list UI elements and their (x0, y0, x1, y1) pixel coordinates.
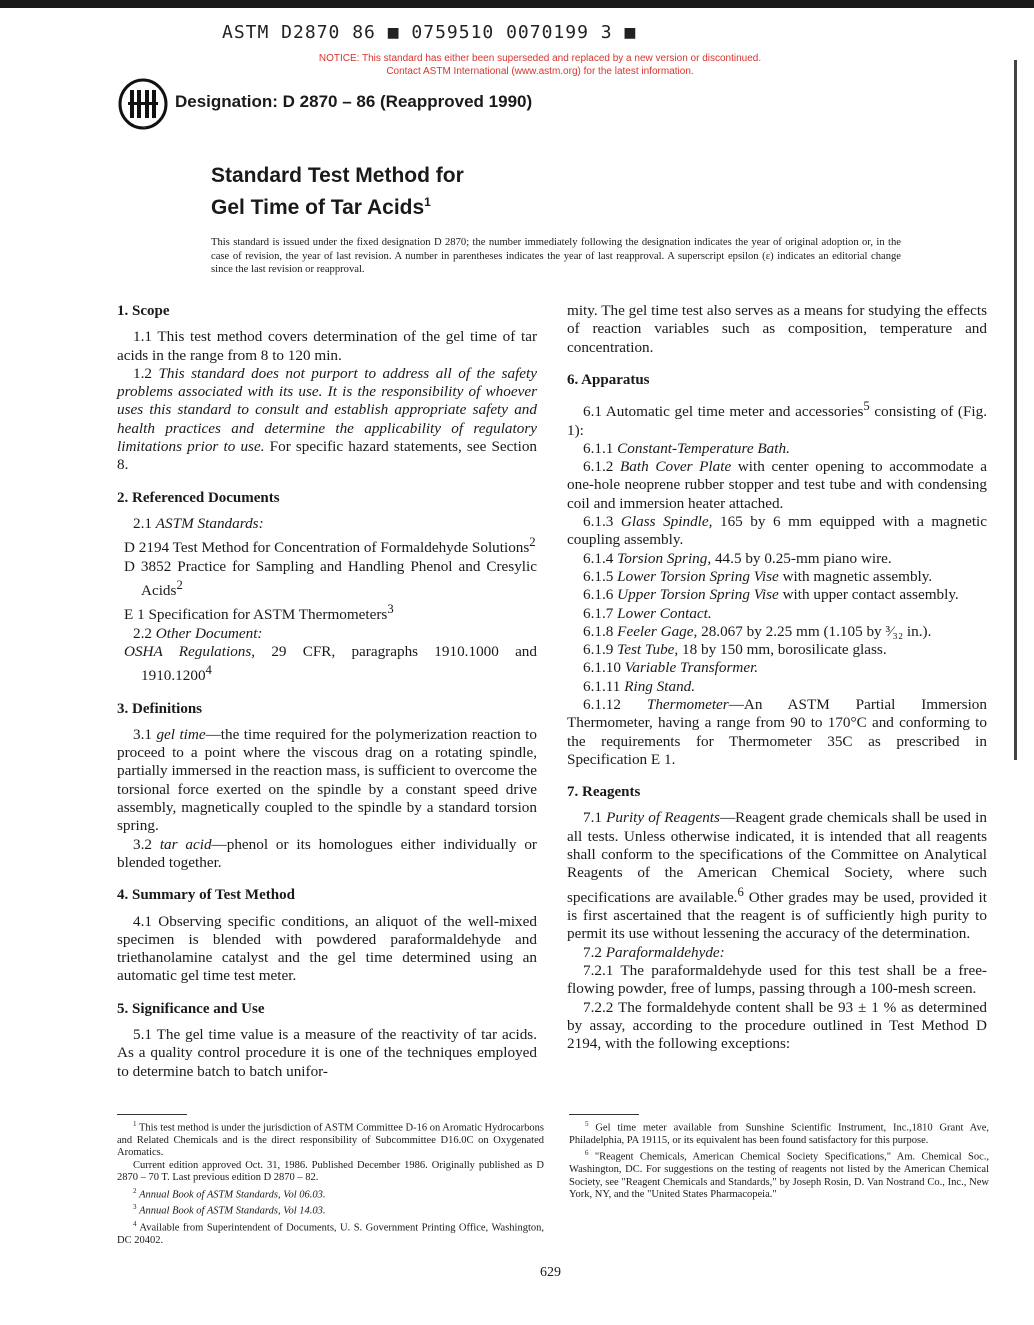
para-3-2: 3.2 tar acid—phenol or its homologues either individually or blended together. (117, 835, 537, 871)
section-heading-referenced: 2. Referenced Documents (117, 489, 280, 506)
section-heading-summary: 4. Summary of Test Method (117, 887, 295, 904)
footnote-4: $^4$ Available from Superintendent of Documents, U. S. Government Printing Office, Washington, DC 20402. (117, 1220, 544, 1247)
apparatus-item: 6.1.6 Upper Torsion Spring Vise with upper contact assembly. (583, 586, 959, 604)
ref-d2194: D 2194 Test Method for Concentration of Formaldehyde Solutions$^2$ (124, 535, 536, 557)
apparatus-item: 6.1.10 Variable Transformer. (583, 659, 759, 677)
footnotes-left (117, 1114, 544, 1248)
para-7-2-1: 7.2.1 The paraformaldehyde used for this test shall be a free-flowing powder, free of lumps, passing through a 100-mesh screen. (567, 961, 987, 998)
apparatus-item: 6.1.12 Thermometer—An ASTM Partial Immersion Thermometer, having a range from 90 to 170°C and conforming to the requirements for Thermometer 35C as prescribed in Specification E 1. (567, 696, 987, 768)
footnote-6: $^6$ "Reagent Chemicals, American Chemical Society Specifications," Am. Chemical Soc., Washington, DC. For suggestions on the testing of reagents not listed by the American Chemical Society, see "Reagent Chemicals and Standards," by Joseph Rosin, D. Van Nostrand Co., Inc., New York, NY, and the "United States Pharmacopeia." (569, 1149, 990, 1201)
para-2-2: 2.2 Other Document: (133, 624, 263, 642)
designation: Designation: D 2870 – 86 (Reapproved 1990) (175, 92, 533, 111)
footnotes-right (569, 1114, 989, 1201)
title-line-2 (211, 189, 464, 221)
notice-line-1: NOTICE: This standard has either been superseded and replaced by a new version or discontinued. (318, 53, 762, 64)
svg-text:ASTM: ASTM (143, 128, 146, 129)
standard-intro: This standard is issued under the fixed designation D 2870; the number immediately following the designation indicates the year of original adoption or, in the case of revision, the year of last revision. A number in parentheses indicates the year of last reapproval. A superscript epsilon (ε) indicates an editorial change since the last revision or reapproval. (211, 237, 901, 276)
right-column (567, 302, 987, 1053)
page-number: 629 (540, 1265, 561, 1280)
apparatus-item: 6.1.2 Bath Cover Plate with center opening to accommodate a one-hole neoprene rubber stopper and test tube and with condensing coil and immersion heater attached. (567, 458, 988, 512)
apparatus-item: 6.1.7 Lower Contact. (583, 604, 712, 622)
para-7-2-2: 7.2.2 The formaldehyde content shall be 93 ± 1 % as determined by assay, according to the procedure outlined in Test Method D 2194, with the following exceptions: (567, 998, 987, 1053)
ref-e1: E 1 Specification for ASTM Thermometers$^3$ (124, 602, 394, 624)
para-1-2: 1.2 This standard does not purport to address all of the safety problems associated with its use. It is the responsibility of whoever uses this standard to consult and establish appropriate safety and health practices and determine the applicability of regulatory limitations prior to use. For specific hazard statements, see Section 8. (117, 364, 538, 474)
left-column (117, 302, 537, 1081)
astm-logo-icon (118, 78, 168, 130)
para-5-1: 5.1 The gel time value is a measure of the reactivity of tar acids. As a quality control procedure it is one of the techniques employed to determine batch to batch unifor- (117, 1026, 537, 1080)
footnote-1b: Current edition approved Oct. 31, 1986. Published December 1986. Originally published as D 2870 – 70 T. Last previous edition D 2870 – 82. (117, 1159, 544, 1184)
footnote-5: $^5$ Gel time meter available from Sunshine Scientific Instrument, Inc.,1810 Grant Ave, Philadelphia, PA 19115, or its equivalent has been found satisfactory for this purpose. (569, 1120, 989, 1146)
para-4-1: 4.1 Observing specific conditions, an aliquot of the well-mixed specimen is blended with powdered paraformaldehyde and triethanolamine catalyst and the gel time determined using an automatic gel time test meter. (117, 912, 537, 985)
title-text: Gel Time of Tar Acids (211, 196, 425, 219)
apparatus-item: 6.1.8 Feeler Gage, 28.067 by 2.25 mm (1.105 by ³⁄₃₂ in.). (583, 622, 932, 640)
section-heading-reagents: 7. Reagents (567, 784, 641, 801)
para-3-1: 3.1 gel time—the time required for the polymerization reaction to proceed to a point where the viscous drag on a rotating spindle, partially immersed in the reaction mass, is sufficient to overcome the torsional force exerted on the spindle by a constant speed drive assembly, magnetically coupled to the spindle by a standard torsion spring. (117, 725, 537, 835)
section-heading-scope: 1. Scope (117, 303, 170, 319)
notice-line-2: Contact ASTM International (www.astm.org) for the latest information. (386, 66, 694, 77)
apparatus-item: 6.1.1 Constant-Temperature Bath. (583, 439, 790, 457)
para-7-2: 7.2 Paraformaldehyde: (583, 943, 725, 961)
apparatus-item: 6.1.3 Glass Spindle, 165 by 6 mm equipped with a magnetic coupling assembly. (567, 513, 988, 549)
apparatus-list (567, 440, 987, 769)
para-1-1: 1.1 This test method covers determination of the gel time of tar acids in the range from 8 to 120 min. (117, 328, 537, 364)
footnote-3: $^3$ Annual Book of ASTM Standards, Vol 14.03. (133, 1203, 326, 1217)
ref-osha: OSHA Regulations, 29 CFR, paragraphs 1910.1000 and 1910.1200$^4$ (124, 642, 537, 685)
para-2-1: 2.1 ASTM Standards: (133, 514, 264, 532)
apparatus-item: 6.1.4 Torsion Spring, 44.5 by 0.25-mm piano wire. (583, 549, 892, 567)
para-5-1-continued: mity. The gel time test also serves as a means for studying the effects of reaction variables such as composition, temperature and concentration. (567, 302, 987, 356)
footnote-2: $^2$ Annual Book of ASTM Standards, Vol 06.03. (133, 1186, 326, 1201)
footnote-1: $^1$ This test method is under the jurisdiction of ASTM Committee D-16 on Aromatic Hydrocarbons and Related Chemicals and is the direct responsibility of Subcommittee D16.0C on Oxygenated Aromatics. (117, 1120, 545, 1159)
apparatus-item: 6.1.11 Ring Stand. (583, 677, 696, 695)
section-heading-definitions: 3. Definitions (117, 700, 203, 717)
para-7-1: 7.1 Purity of Reagents—Reagent grade chemicals shall be used in all tests. Unless otherwise indicated, it is intended that all reagents shall conform to the specifications of the Committee on Analytical Reagents of the American Chemical Society, where such specifications are available.$^6$ Other grades may be used, provided it is first ascertained that the reagent is of sufficiently high purity to permit its use without lessening the accuracy of the determination. (567, 809, 987, 943)
top-border (0, 0, 1034, 8)
apparatus-item: 6.1.5 Lower Torsion Spring Vise with magnetic assembly. (583, 567, 933, 585)
barcode-header: ASTM D2870 86 ■ 0759510 0070199 3 ■ (222, 22, 637, 43)
title-line-1: Standard Test Method for (211, 164, 464, 187)
document-title (211, 163, 464, 221)
section-heading-apparatus: 6. Apparatus (567, 371, 650, 388)
margin-line (1014, 60, 1017, 760)
ref-d3852: D 3852 Practice for Sampling and Handling Phenol and Cresylic Acids$^2$ (124, 557, 537, 599)
apparatus-item: 6.1.9 Test Tube, 18 by 150 mm, borosilicate glass. (583, 641, 887, 659)
section-heading-significance: 5. Significance and Use (117, 1000, 265, 1017)
supersede-notice (160, 52, 920, 78)
para-6-1: 6.1 Automatic gel time meter and accessories$^5$ consisting of (Fig. 1): (567, 399, 987, 439)
title-footnote-mark: 1 (424, 195, 431, 209)
